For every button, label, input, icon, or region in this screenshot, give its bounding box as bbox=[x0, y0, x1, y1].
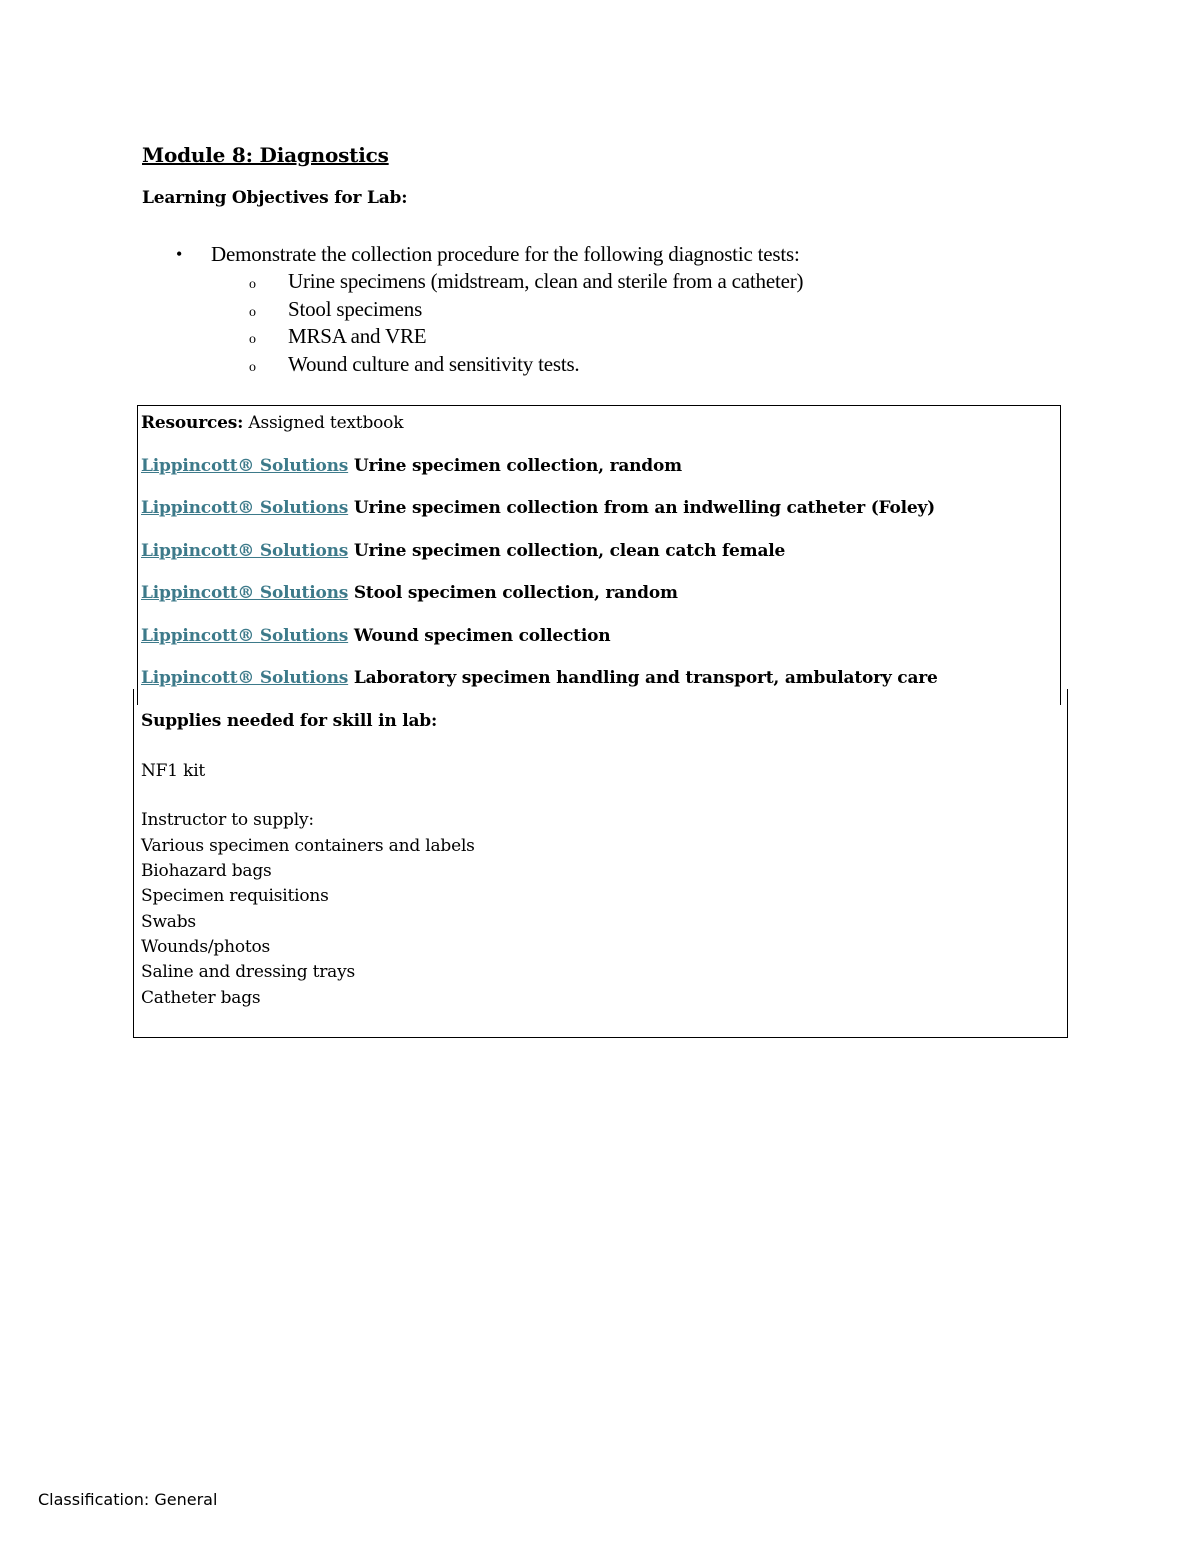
resource-line bbox=[141, 580, 938, 623]
supply-item: Wounds/photos bbox=[141, 937, 271, 958]
resource-line bbox=[141, 495, 938, 538]
supplies-kit: NF1 kit bbox=[141, 761, 206, 781]
resource-title: Urine specimen collection, random bbox=[348, 455, 682, 476]
circle-bullet-icon: o bbox=[249, 304, 256, 320]
resources-label: Resources: bbox=[141, 413, 244, 433]
lippincott-link[interactable]: Lippincott® Solutions bbox=[141, 625, 349, 646]
supplies-instructor-label: Instructor to supply: bbox=[141, 810, 314, 830]
learning-objectives-heading: Learning Objectives for Lab: bbox=[142, 188, 408, 208]
lippincott-link[interactable]: Lippincott® Solutions bbox=[141, 668, 349, 688]
resource-line bbox=[141, 665, 938, 708]
objective-sub-text: Wound culture and sensitivity tests. bbox=[288, 351, 580, 376]
supply-item: Catheter bags bbox=[141, 987, 261, 1008]
objective-sub-item bbox=[142, 323, 803, 351]
supply-item: Swabs bbox=[141, 911, 196, 932]
resource-line bbox=[141, 538, 938, 581]
lippincott-link[interactable]: Lippincott® Solutions bbox=[141, 498, 349, 518]
resources-textbook-line bbox=[141, 410, 938, 453]
objectives-list bbox=[142, 240, 803, 378]
resource-title: Urine specimen collection from an indwelling catheter (Foley) bbox=[348, 498, 936, 518]
supply-item: Biohazard bags bbox=[141, 860, 272, 881]
resource-title: Wound specimen collection bbox=[348, 625, 611, 646]
circle-bullet-icon: o bbox=[249, 332, 256, 347]
lippincott-link[interactable]: Lippincott® Solutions bbox=[141, 583, 349, 603]
objective-sub-text: Stool specimens bbox=[288, 296, 423, 321]
supplies-section bbox=[141, 708, 475, 1011]
circle-bullet-icon: o bbox=[249, 359, 256, 375]
page-title: Module 8: Diagnostics bbox=[142, 143, 389, 167]
objective-sub-text: Urine specimens (midstream, clean and sterile from a catheter) bbox=[288, 269, 804, 293]
supply-item: Various specimen containers and labels bbox=[141, 835, 475, 856]
objective-sub-item bbox=[142, 296, 803, 324]
resource-line bbox=[141, 623, 938, 666]
objective-main-text: Demonstrate the collection procedure for the following diagnostic tests: bbox=[211, 242, 800, 266]
objective-sub-container bbox=[142, 268, 803, 378]
bullet-icon: • bbox=[176, 244, 183, 264]
resources-textbook: Assigned textbook bbox=[243, 413, 404, 433]
resource-line bbox=[141, 453, 938, 496]
objective-sub-item bbox=[142, 351, 803, 379]
objective-sub-text: MRSA and VRE bbox=[288, 324, 427, 348]
objective-main-item bbox=[142, 240, 803, 268]
objective-sub-item bbox=[142, 268, 803, 296]
resource-title: Laboratory specimen handling and transport, ambulatory care bbox=[348, 668, 938, 688]
objective-sub-list bbox=[142, 268, 803, 378]
supplies-heading: Supplies needed for skill in lab: bbox=[141, 711, 438, 731]
supply-item: Saline and dressing trays bbox=[141, 962, 356, 983]
circle-bullet-icon: o bbox=[249, 277, 256, 292]
lippincott-link[interactable]: Lippincott® Solutions bbox=[141, 455, 349, 476]
classification-footer: Classification: General bbox=[38, 1490, 218, 1509]
resource-title: Urine specimen collection, clean catch female bbox=[348, 540, 786, 561]
lippincott-link[interactable]: Lippincott® Solutions bbox=[141, 540, 349, 561]
supply-item: Specimen requisitions bbox=[141, 886, 329, 907]
resource-title: Stool specimen collection, random bbox=[348, 583, 678, 603]
resources-section bbox=[141, 410, 938, 708]
